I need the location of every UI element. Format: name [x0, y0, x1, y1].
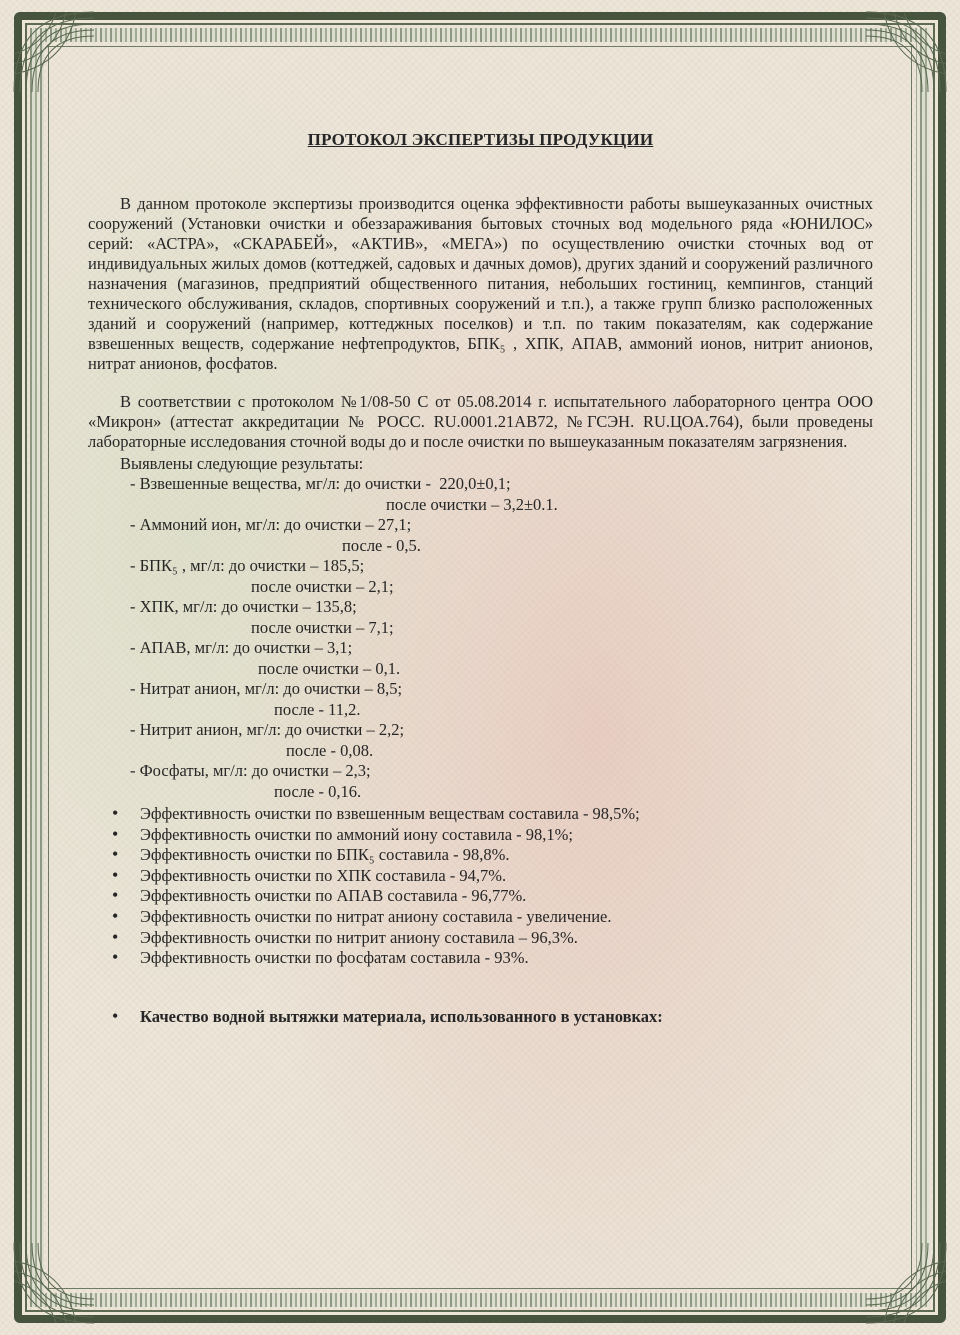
efficiency-item: • Эффективность очистки по АПАВ составила - 96,77%. [88, 886, 873, 907]
page-title: ПРОТОКОЛ ЭКСПЕРТИЗЫ ПРОДУКЦИИ [307, 130, 654, 149]
result-after-line: после - 11,2. [274, 699, 361, 719]
corner-ornament-icon [858, 1235, 954, 1331]
result-after-line: после очистки – 2,1; [251, 576, 394, 596]
result-before-line: - Взвешенные вещества, мг/л: до очистки - 220,0±0,1; [130, 474, 511, 493]
efficiency-item: • Эффективность очистки по аммоний иону составила - 98,1%; [88, 825, 873, 846]
result-before-line: - Нитрит анион, мг/л: до очистки – 2,2; [130, 720, 405, 739]
result-before-line: - Аммоний ион, мг/л: до очистки – 27,1; [130, 515, 412, 534]
result-after-line: после очистки – 3,2±0.1. [386, 494, 558, 514]
efficiency-list [88, 804, 873, 969]
corner-ornament-icon [6, 1235, 102, 1331]
result-before-line: - АПАВ, мг/л: до очистки – 3,1; [130, 638, 353, 657]
result-before-line: - Фосфаты, мг/л: до очистки – 2,3; [130, 761, 371, 780]
intro-paragraph: В данном протоколе экспертизы производится оценка эффективности работы вышеуказанных очистных сооружений (Установки очистки и обеззараживания бытовых сточных вод модельного ряда «ЮНИЛОС» серий: «АСТРА», «СКАРАБЕЙ», «АКТИВ», «МЕГА») по осуществлению очистки сточных вод от индивидуальных жилых домов (коттеджей, садовых и дачных домов), других зданий и сооружений различного назначения (магазинов, предприятий общественного питания, небольших гостиниц, кемпингов, станций технического обслуживания, складов, спортивных сооружений и т.п.), а также групп близко расположенных зданий и сооружений (например, коттеджных поселков) и т.п. по таким показателям, как содержание взвешенных веществ, содержание нефтепродуктов, БПК₅ , ХПК, АПАВ, аммоний ионов, нитрит анионов, нитрат анионов, фосфатов. [88, 194, 873, 373]
results-list [88, 474, 873, 802]
result-before-line: - Нитрат анион, мг/л: до очистки – 8,5; [130, 679, 403, 698]
efficiency-item: • Эффективность очистки по ХПК составила - 94,7%. [88, 866, 873, 887]
result-before-line: - ХПК, мг/л: до очистки – 135,8; [130, 597, 357, 616]
results-title: Выявлены следующие результаты: [120, 454, 364, 473]
efficiency-item: • Эффективность очистки по взвешенным веществам составила - 98,5%; [88, 804, 873, 825]
corner-ornament-icon [6, 4, 102, 100]
quality-heading: • Качество водной вытяжки материала, использованного в установках: [88, 1007, 873, 1027]
result-after-line: после - 0,16. [274, 781, 362, 801]
result-after-line: после - 0,08. [286, 740, 374, 760]
protocol-paragraph: В соответствии с протоколом №1/08-50 С от 05.08.2014 г. испытательного лабораторного центра ООО «Микрон» (аттестат аккредитации № РОСС. RU.0001.21АВ72, №ГСЭН. RU.ЦОА.764), были проведены лабораторные исследования сточной воды до и после очистки по вышеуказанным показателям загрязнения. [88, 392, 873, 451]
efficiency-item: • Эффективность очистки по нитрит аниону составила – 96,3%. [88, 928, 873, 949]
document-body [88, 130, 873, 1027]
result-after-line: после - 0,5. [342, 535, 421, 555]
efficiency-item: • Эффективность очистки по БПК₅ составила - 98,8%. [88, 845, 873, 866]
efficiency-item: • Эффективность очистки по фосфатам составила - 93%. [88, 948, 873, 969]
result-after-line: после очистки – 0,1. [258, 658, 401, 678]
result-after-line: после очистки – 7,1; [251, 617, 394, 637]
corner-ornament-icon [858, 4, 954, 100]
result-before-line: - БПК₅ , мг/л: до очистки – 185,5; [130, 556, 365, 575]
efficiency-item: • Эффективность очистки по нитрат аниону составила - увеличение. [88, 907, 873, 928]
